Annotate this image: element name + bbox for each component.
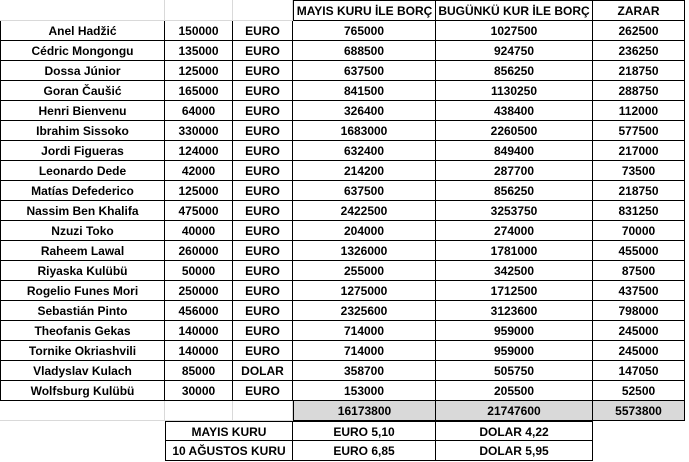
may-debt-cell[interactable]: 204000 <box>293 221 436 241</box>
player-name-cell[interactable]: Vladyslav Kulach <box>0 361 165 381</box>
today-debt-cell[interactable]: 856250 <box>436 181 593 201</box>
player-name-cell[interactable]: Nassim Ben Khalifa <box>0 201 165 221</box>
loss-cell[interactable]: 73500 <box>593 161 685 181</box>
loss-cell[interactable]: 262500 <box>593 21 685 41</box>
may-debt-cell[interactable]: 1683000 <box>293 121 436 141</box>
may-debt-cell[interactable]: 841500 <box>293 81 436 101</box>
amount-cell[interactable]: 475000 <box>165 201 233 221</box>
currency-cell[interactable]: EURO <box>233 61 293 81</box>
player-name-cell[interactable]: Raheem Lawal <box>0 241 165 261</box>
today-debt-cell[interactable]: 342500 <box>436 261 593 281</box>
may-debt-cell[interactable]: 214200 <box>293 161 436 181</box>
may-debt-cell[interactable]: 2422500 <box>293 201 436 221</box>
currency-cell[interactable]: EURO <box>233 121 293 141</box>
today-debt-cell[interactable]: 849400 <box>436 141 593 161</box>
player-name-cell[interactable]: Jordi Figueras <box>0 141 165 161</box>
currency-cell[interactable]: EURO <box>233 241 293 261</box>
today-debt-cell[interactable]: 856250 <box>436 61 593 81</box>
loss-cell[interactable]: 245000 <box>593 341 685 361</box>
loss-cell[interactable]: 455000 <box>593 241 685 261</box>
today-debt-cell[interactable]: 438400 <box>436 101 593 121</box>
may-debt-cell[interactable]: 255000 <box>293 261 436 281</box>
amount-cell[interactable]: 135000 <box>165 41 233 61</box>
currency-cell[interactable]: EURO <box>233 41 293 61</box>
amount-cell[interactable]: 40000 <box>165 221 233 241</box>
currency-cell[interactable]: EURO <box>233 81 293 101</box>
header-today-debt[interactable]: BUGÜNKÜ KUR İLE BORÇ <box>436 0 593 21</box>
may-debt-cell[interactable]: 153000 <box>293 381 436 401</box>
player-name-cell[interactable]: Sebastián Pinto <box>0 301 165 321</box>
loss-cell[interactable]: 577500 <box>593 121 685 141</box>
player-name-cell[interactable]: Goran Čaušić <box>0 81 165 101</box>
may-debt-cell[interactable]: 765000 <box>293 21 436 41</box>
today-debt-cell[interactable]: 1027500 <box>436 21 593 41</box>
total-loss[interactable]: 5573800 <box>593 401 685 421</box>
today-debt-cell[interactable]: 959000 <box>436 341 593 361</box>
amount-cell[interactable]: 250000 <box>165 281 233 301</box>
currency-cell[interactable]: EURO <box>233 201 293 221</box>
loss-cell[interactable]: 245000 <box>593 321 685 341</box>
may-debt-cell[interactable]: 2325600 <box>293 301 436 321</box>
amount-cell[interactable]: 330000 <box>165 121 233 141</box>
today-debt-cell[interactable]: 3253750 <box>436 201 593 221</box>
currency-cell[interactable]: EURO <box>233 341 293 361</box>
loss-cell[interactable]: 831250 <box>593 201 685 221</box>
may-rate-dollar[interactable]: DOLAR 4,22 <box>436 421 593 441</box>
loss-cell[interactable]: 236250 <box>593 41 685 61</box>
currency-cell[interactable]: EURO <box>233 381 293 401</box>
may-debt-cell[interactable]: 637500 <box>293 61 436 81</box>
amount-cell[interactable]: 124000 <box>165 141 233 161</box>
today-debt-cell[interactable]: 1712500 <box>436 281 593 301</box>
may-debt-cell[interactable]: 714000 <box>293 321 436 341</box>
player-name-cell[interactable]: Ibrahim Sissoko <box>0 121 165 141</box>
amount-cell[interactable]: 125000 <box>165 181 233 201</box>
player-name-cell[interactable]: Rogelio Funes Mori <box>0 281 165 301</box>
may-rate-euro[interactable]: EURO 5,10 <box>293 421 436 441</box>
header-loss[interactable]: ZARAR <box>593 0 685 21</box>
loss-cell[interactable]: 52500 <box>593 381 685 401</box>
currency-cell[interactable]: EURO <box>233 221 293 241</box>
player-name-cell[interactable]: Tornike Okriashvili <box>0 341 165 361</box>
today-debt-cell[interactable]: 1130250 <box>436 81 593 101</box>
today-debt-cell[interactable]: 3123600 <box>436 301 593 321</box>
header-may-debt[interactable]: MAYIS KURU İLE BORÇ <box>293 0 436 21</box>
amount-cell[interactable]: 50000 <box>165 261 233 281</box>
player-name-cell[interactable]: Matías Defederico <box>0 181 165 201</box>
currency-cell[interactable]: EURO <box>233 21 293 41</box>
amount-cell[interactable]: 150000 <box>165 21 233 41</box>
total-today-debt[interactable]: 21747600 <box>436 401 593 421</box>
currency-cell[interactable]: EURO <box>233 161 293 181</box>
currency-cell[interactable]: EURO <box>233 261 293 281</box>
player-name-cell[interactable]: Theofanis Gekas <box>0 321 165 341</box>
amount-cell[interactable]: 85000 <box>165 361 233 381</box>
amount-cell[interactable]: 64000 <box>165 101 233 121</box>
loss-cell[interactable]: 112000 <box>593 101 685 121</box>
today-debt-cell[interactable]: 205500 <box>436 381 593 401</box>
player-name-cell[interactable]: Cédric Mongongu <box>0 41 165 61</box>
august-rate-label[interactable]: 10 AĞUSTOS KURU <box>165 441 293 461</box>
amount-cell[interactable]: 140000 <box>165 341 233 361</box>
may-debt-cell[interactable]: 637500 <box>293 181 436 201</box>
august-rate-euro[interactable]: EURO 6,85 <box>293 441 436 461</box>
may-debt-cell[interactable]: 632400 <box>293 141 436 161</box>
may-rate-label[interactable]: MAYIS KURU <box>165 421 293 441</box>
today-debt-cell[interactable]: 505750 <box>436 361 593 381</box>
may-debt-cell[interactable]: 358700 <box>293 361 436 381</box>
loss-cell[interactable]: 217000 <box>593 141 685 161</box>
loss-cell[interactable]: 437500 <box>593 281 685 301</box>
today-debt-cell[interactable]: 274000 <box>436 221 593 241</box>
loss-cell[interactable]: 70000 <box>593 221 685 241</box>
today-debt-cell[interactable]: 2260500 <box>436 121 593 141</box>
loss-cell[interactable]: 288750 <box>593 81 685 101</box>
currency-cell[interactable]: EURO <box>233 321 293 341</box>
amount-cell[interactable]: 140000 <box>165 321 233 341</box>
player-name-cell[interactable]: Anel Hadžić <box>0 21 165 41</box>
may-debt-cell[interactable]: 714000 <box>293 341 436 361</box>
loss-cell[interactable]: 798000 <box>593 301 685 321</box>
amount-cell[interactable]: 260000 <box>165 241 233 261</box>
loss-cell[interactable]: 218750 <box>593 61 685 81</box>
currency-cell[interactable]: EURO <box>233 101 293 121</box>
player-name-cell[interactable]: Riyaska Kulübü <box>0 261 165 281</box>
currency-cell[interactable]: DOLAR <box>233 361 293 381</box>
loss-cell[interactable]: 218750 <box>593 181 685 201</box>
loss-cell[interactable]: 147050 <box>593 361 685 381</box>
today-debt-cell[interactable]: 287700 <box>436 161 593 181</box>
total-may-debt[interactable]: 16173800 <box>293 401 436 421</box>
player-name-cell[interactable]: Henri Bienvenu <box>0 101 165 121</box>
amount-cell[interactable]: 165000 <box>165 81 233 101</box>
may-debt-cell[interactable]: 688500 <box>293 41 436 61</box>
player-name-cell[interactable]: Wolfsburg Kulübü <box>0 381 165 401</box>
amount-cell[interactable]: 456000 <box>165 301 233 321</box>
today-debt-cell[interactable]: 1781000 <box>436 241 593 261</box>
player-name-cell[interactable]: Dossa Júnior <box>0 61 165 81</box>
august-rate-dollar[interactable]: DOLAR 5,95 <box>436 441 593 461</box>
may-debt-cell[interactable]: 1326000 <box>293 241 436 261</box>
amount-cell[interactable]: 125000 <box>165 61 233 81</box>
currency-cell[interactable]: EURO <box>233 281 293 301</box>
amount-cell[interactable]: 42000 <box>165 161 233 181</box>
currency-cell[interactable]: EURO <box>233 181 293 201</box>
may-debt-cell[interactable]: 326400 <box>293 101 436 121</box>
amount-cell[interactable]: 30000 <box>165 381 233 401</box>
currency-cell[interactable]: EURO <box>233 141 293 161</box>
loss-cell[interactable]: 87500 <box>593 261 685 281</box>
today-debt-cell[interactable]: 959000 <box>436 321 593 341</box>
player-name-cell[interactable]: Leonardo Dede <box>0 161 165 181</box>
may-debt-cell[interactable]: 1275000 <box>293 281 436 301</box>
currency-cell[interactable]: EURO <box>233 301 293 321</box>
player-name-cell[interactable]: Nzuzi Toko <box>0 221 165 241</box>
today-debt-cell[interactable]: 924750 <box>436 41 593 61</box>
